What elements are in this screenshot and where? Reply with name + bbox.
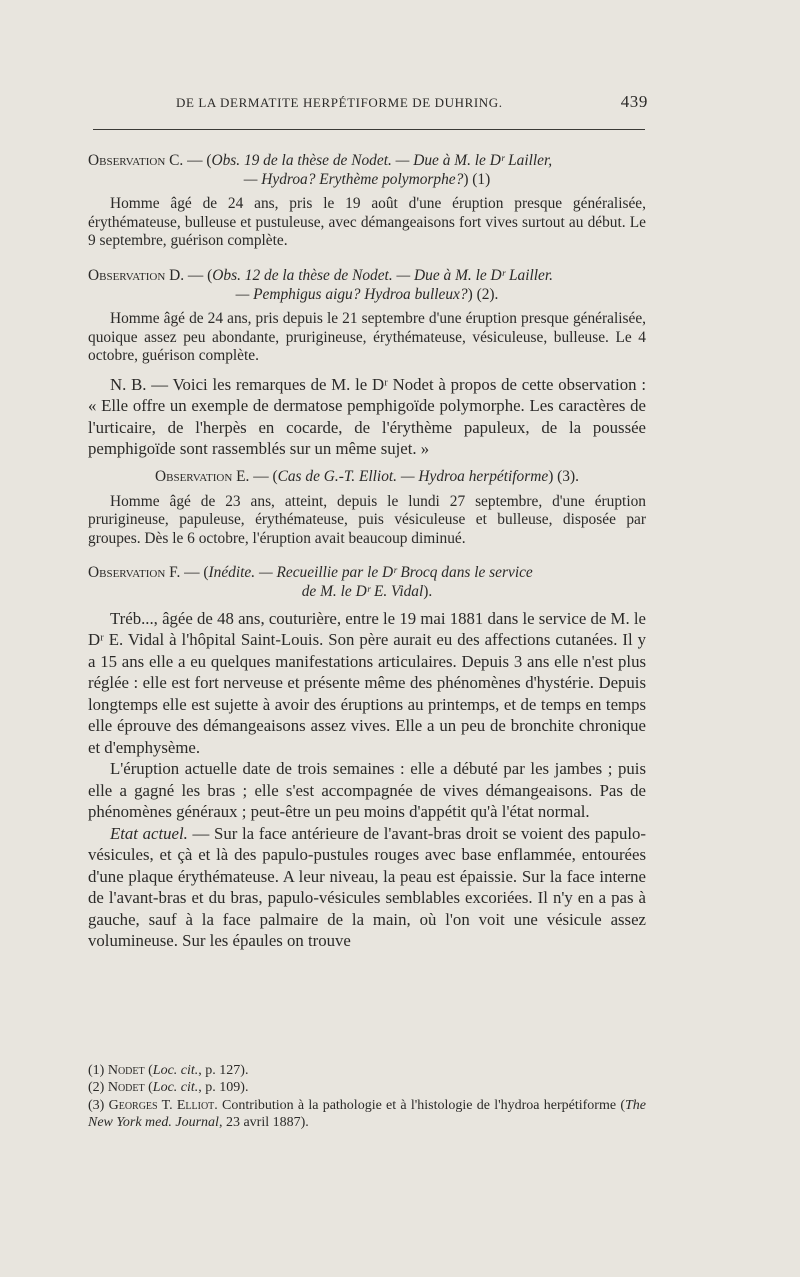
observation-f-paragraph-3 bbox=[88, 823, 646, 952]
footnote-1 bbox=[88, 1062, 646, 1079]
header-rule bbox=[93, 129, 645, 130]
footnote-1-sep: ( bbox=[144, 1063, 153, 1078]
observation-e-dash: — ( bbox=[249, 467, 278, 485]
footnote-1-number: (1) bbox=[88, 1063, 108, 1078]
observation-f-note-mark: ). bbox=[423, 582, 433, 600]
observation-e-label: Observation E. bbox=[155, 467, 250, 485]
observation-f-paragraph-3-text: — Sur la face antérieure de l'avant-bras droit se voient des papulo-vésicules, et çà et là des papulo-pustules rouges avec base enflammée, entourées d'une plaque érythémateuse. A leur niveau, la peau est épaissie. Sur la face interne de l'avant-bras et du bras, papulo-vésicules semblables excoriées. Il n'y en a pas à gauche, sauf à la face palmaire de la main, où l'on voit une vésicule assez volumineuse. Sur les épaules on trouve bbox=[88, 823, 647, 950]
observation-c-ref-line1: Obs. 19 de la thèse de Nodet. — Due à M. le Dʳ Lailler, bbox=[211, 152, 553, 169]
footnote-2-ref: Loc. cit. bbox=[152, 1080, 199, 1096]
footnote-2-author: Nodet bbox=[107, 1080, 145, 1096]
observation-f-ref-line1: Inédite. — Recueillie par le Dʳ Brocq dans le service bbox=[208, 564, 533, 582]
observation-c-note-mark: ) (1) bbox=[463, 170, 491, 188]
footnote-2-number: (2) bbox=[88, 1080, 108, 1096]
footnote-3-journal: The New York med. Journal bbox=[88, 1097, 646, 1131]
observation-f-dash: — ( bbox=[180, 564, 209, 582]
observation-e-body: Homme âgé de 23 ans, atteint, depuis le lundi 27 septembre, d'une éruption prurigineuse, papuleuse, érythémateuse, puis vésiculeuse et bulleuse, disposée par groupes. Dès le 6 octobre, l'éruption avait beaucoup diminué. bbox=[88, 492, 646, 547]
running-title: DE LA DERMATITE HERPÉTIFORME DE DUHRING. bbox=[176, 95, 503, 110]
observation-c-label: Observation C. bbox=[88, 152, 184, 169]
footnote-1-rest: , p. 127). bbox=[198, 1063, 249, 1078]
observation-f-label: Observation F. bbox=[88, 564, 181, 582]
observation-d-ref-line1: Obs. 12 de la thèse de Nodet. — Due à M. le Dʳ Lailler. bbox=[212, 266, 553, 284]
observation-f-heading bbox=[88, 564, 646, 601]
observation-c-heading bbox=[88, 152, 646, 189]
footnote-2-rest: , p. 109). bbox=[198, 1080, 249, 1096]
footnote-1-author: Nodet bbox=[107, 1063, 145, 1078]
observation-d-dash: — ( bbox=[184, 266, 213, 284]
observation-e-ref: Cas de G.-T. Elliot. — Hydroa herpétiforme bbox=[277, 467, 549, 485]
nota-bene-paragraph: N. B. — Voici les remarques de M. le Dʳ Nodet à propos de cette observation : « Elle offre un exemple de dermatose pemphigoïde polymorphe. Les caractères de l'urticaire, de l'herpès en cocarde, de l'érythème papuleux, de la poussée pemphigoïde sont rassemblés sur un même sujet. » bbox=[88, 374, 646, 459]
observation-c-ref-line2: — Hydroa? Erythème polymorphe? bbox=[243, 170, 464, 188]
footnote-2-sep: ( bbox=[144, 1080, 153, 1096]
observation-f-ref-line2: de M. le Dʳ E. Vidal bbox=[301, 582, 424, 600]
footnotes bbox=[88, 1062, 646, 1132]
observation-d-label: Observation D. bbox=[88, 266, 185, 284]
observation-f-paragraph-1: Tréb..., âgée de 48 ans, couturière, entre le 19 mai 1881 dans le service de M. le Dʳ E. Vidal à l'hôpital Saint-Louis. Son père aurait eu des affections cutanées. Il y a 15 ans elle a eu quelques manifestations articulaires. Depuis 3 ans elle n'est plus réglée : elle est fort nerveuse et présente même des phénomènes d'hystérie. Depuis longtemps elle est sujette à avoir des éruptions au printemps, et de temps en temps elle éprouve des démangeaisons assez vives. Elle a un peu de bronchite chronique et d'emphysème. bbox=[88, 608, 646, 757]
observation-d-heading bbox=[88, 267, 646, 304]
observation-e-heading bbox=[88, 468, 646, 487]
footnote-3-number: (3) bbox=[88, 1097, 109, 1113]
footnote-1-ref: Loc. cit. bbox=[152, 1063, 199, 1078]
footnote-2 bbox=[88, 1079, 646, 1096]
footnote-3-rest: , 23 avril 1887). bbox=[218, 1115, 309, 1131]
observation-c-dash: — ( bbox=[183, 152, 212, 169]
observation-d-note-mark: ) (2). bbox=[467, 285, 499, 303]
observation-e-note-mark: ) (3). bbox=[548, 467, 579, 485]
footnote-3-text: . Contribution à la pathologie et à l'histologie de l'hydroa herpétiforme ( bbox=[214, 1097, 625, 1113]
observation-f-paragraph-2: L'éruption actuelle date de trois semaines : elle a débuté par les jambes ; puis elle a gagné les bras ; elle s'est accompagnée de vives démangeaisons. Pas de phénomènes généraux ; peut-être un peu moins d'appétit qu'à l'état normal. bbox=[88, 759, 646, 821]
observation-d-body: Homme âgé de 24 ans, pris depuis le 21 septembre d'une éruption presque généralisée, quoique assez peu abondante, prurigineuse, érythémateuse, vésiculeuse, bulleuse. Le 4 octobre, guérison complète. bbox=[88, 310, 646, 365]
page-number: 439 bbox=[620, 92, 648, 111]
footnote-3-author: Georges T. Elliot bbox=[108, 1097, 215, 1113]
main-text bbox=[88, 152, 646, 952]
observation-d-ref-line2: — Pemphigus aigu? Hydroa bulleux? bbox=[235, 285, 468, 303]
etat-actuel-lead: Etat actuel. bbox=[110, 823, 188, 843]
observation-c-body: Homme âgé de 24 ans, pris le 19 août d'une éruption presque généralisée, érythémateuse, bulleuse et pustuleuse, avec démangeaisons fort vives surtout au début. Le 9 septembre, guérison complète. bbox=[88, 195, 646, 250]
footnote-3 bbox=[88, 1097, 646, 1132]
